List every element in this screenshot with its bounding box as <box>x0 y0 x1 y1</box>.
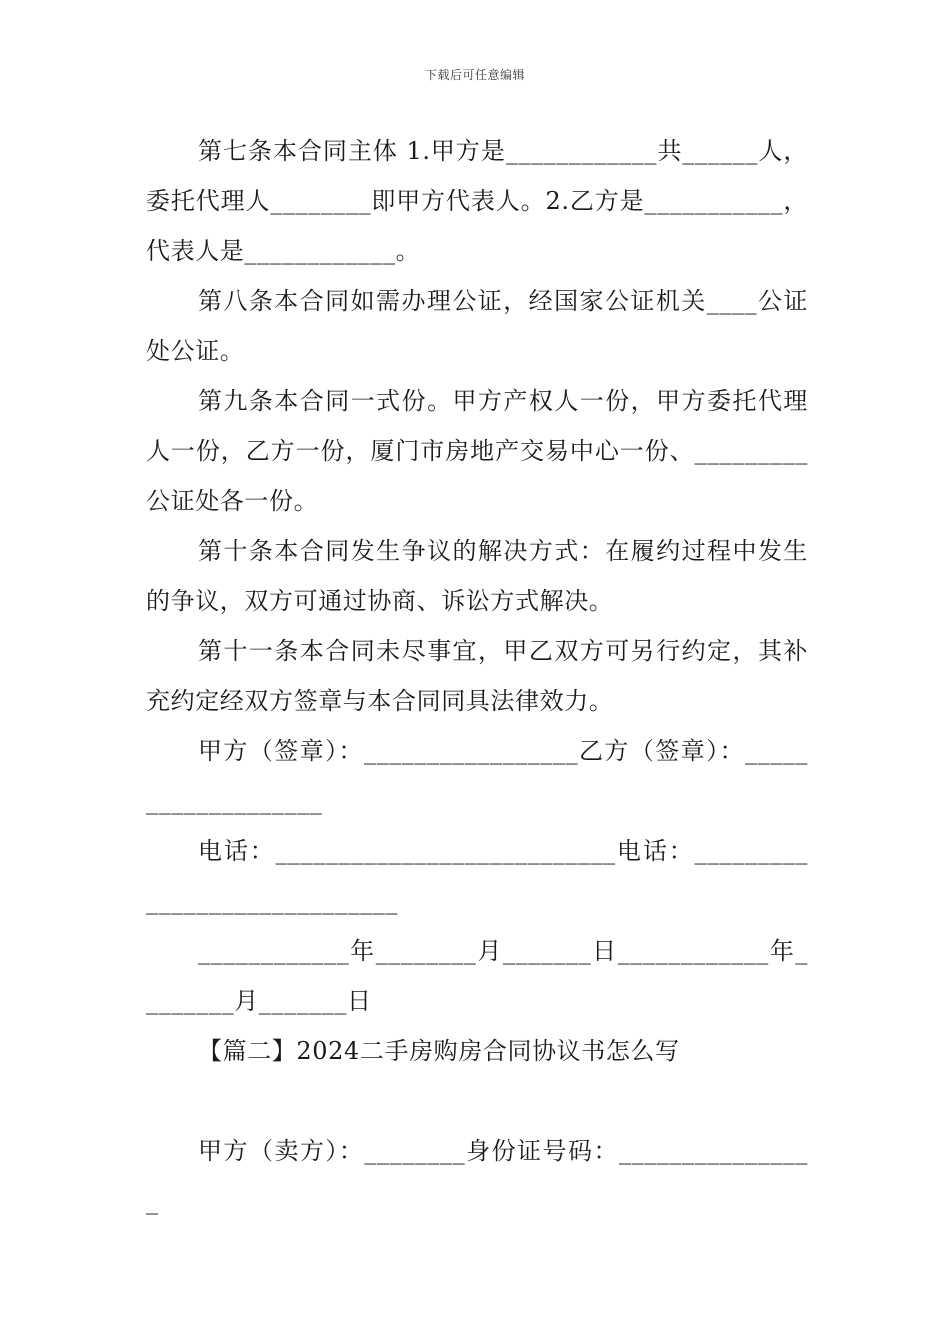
date-line: ____________年________月_______日____________年________月_______日 <box>146 937 808 1015</box>
article-10-paragraph: 第十条本合同发生争议的解决方式：在履约过程中发生的争议，双方可通过协商、诉讼方式解决。 <box>146 537 808 615</box>
article-11-paragraph: 第十一条本合同未尽事宜，甲乙双方可另行约定，其补充约定经双方签章与本合同同具法律效力。 <box>146 637 808 715</box>
page-header-note: 下载后可任意编辑 <box>424 68 525 82</box>
section-title: 【篇二】2024二手房购房合同协议书怎么写 <box>198 1037 680 1065</box>
blank-spacer <box>146 1076 808 1126</box>
article-8-paragraph: 第八条本合同如需办理公证，经国家公证机关____公证处公证。 <box>146 287 808 365</box>
article-9-paragraph: 第九条本合同一式份。甲方产权人一份，甲方委托代理人一份，乙方一份，厦门市房地产交易中心一份、_________公证处各一份。 <box>146 387 808 515</box>
document-body <box>146 126 808 1226</box>
seller-info-line: 甲方（卖方）：________身份证号码：________________ <box>146 1137 808 1215</box>
signature-line: 甲方（签章）：_________________乙方（签章）：___________________ <box>146 737 808 815</box>
article-7-paragraph: 第七条本合同主体 1.甲方是____________共______人，委托代理人________即甲方代表人。2.乙方是___________，代表人是____________。 <box>146 137 808 265</box>
phone-line: 电话：___________________________电话：_____________________________ <box>146 837 808 915</box>
